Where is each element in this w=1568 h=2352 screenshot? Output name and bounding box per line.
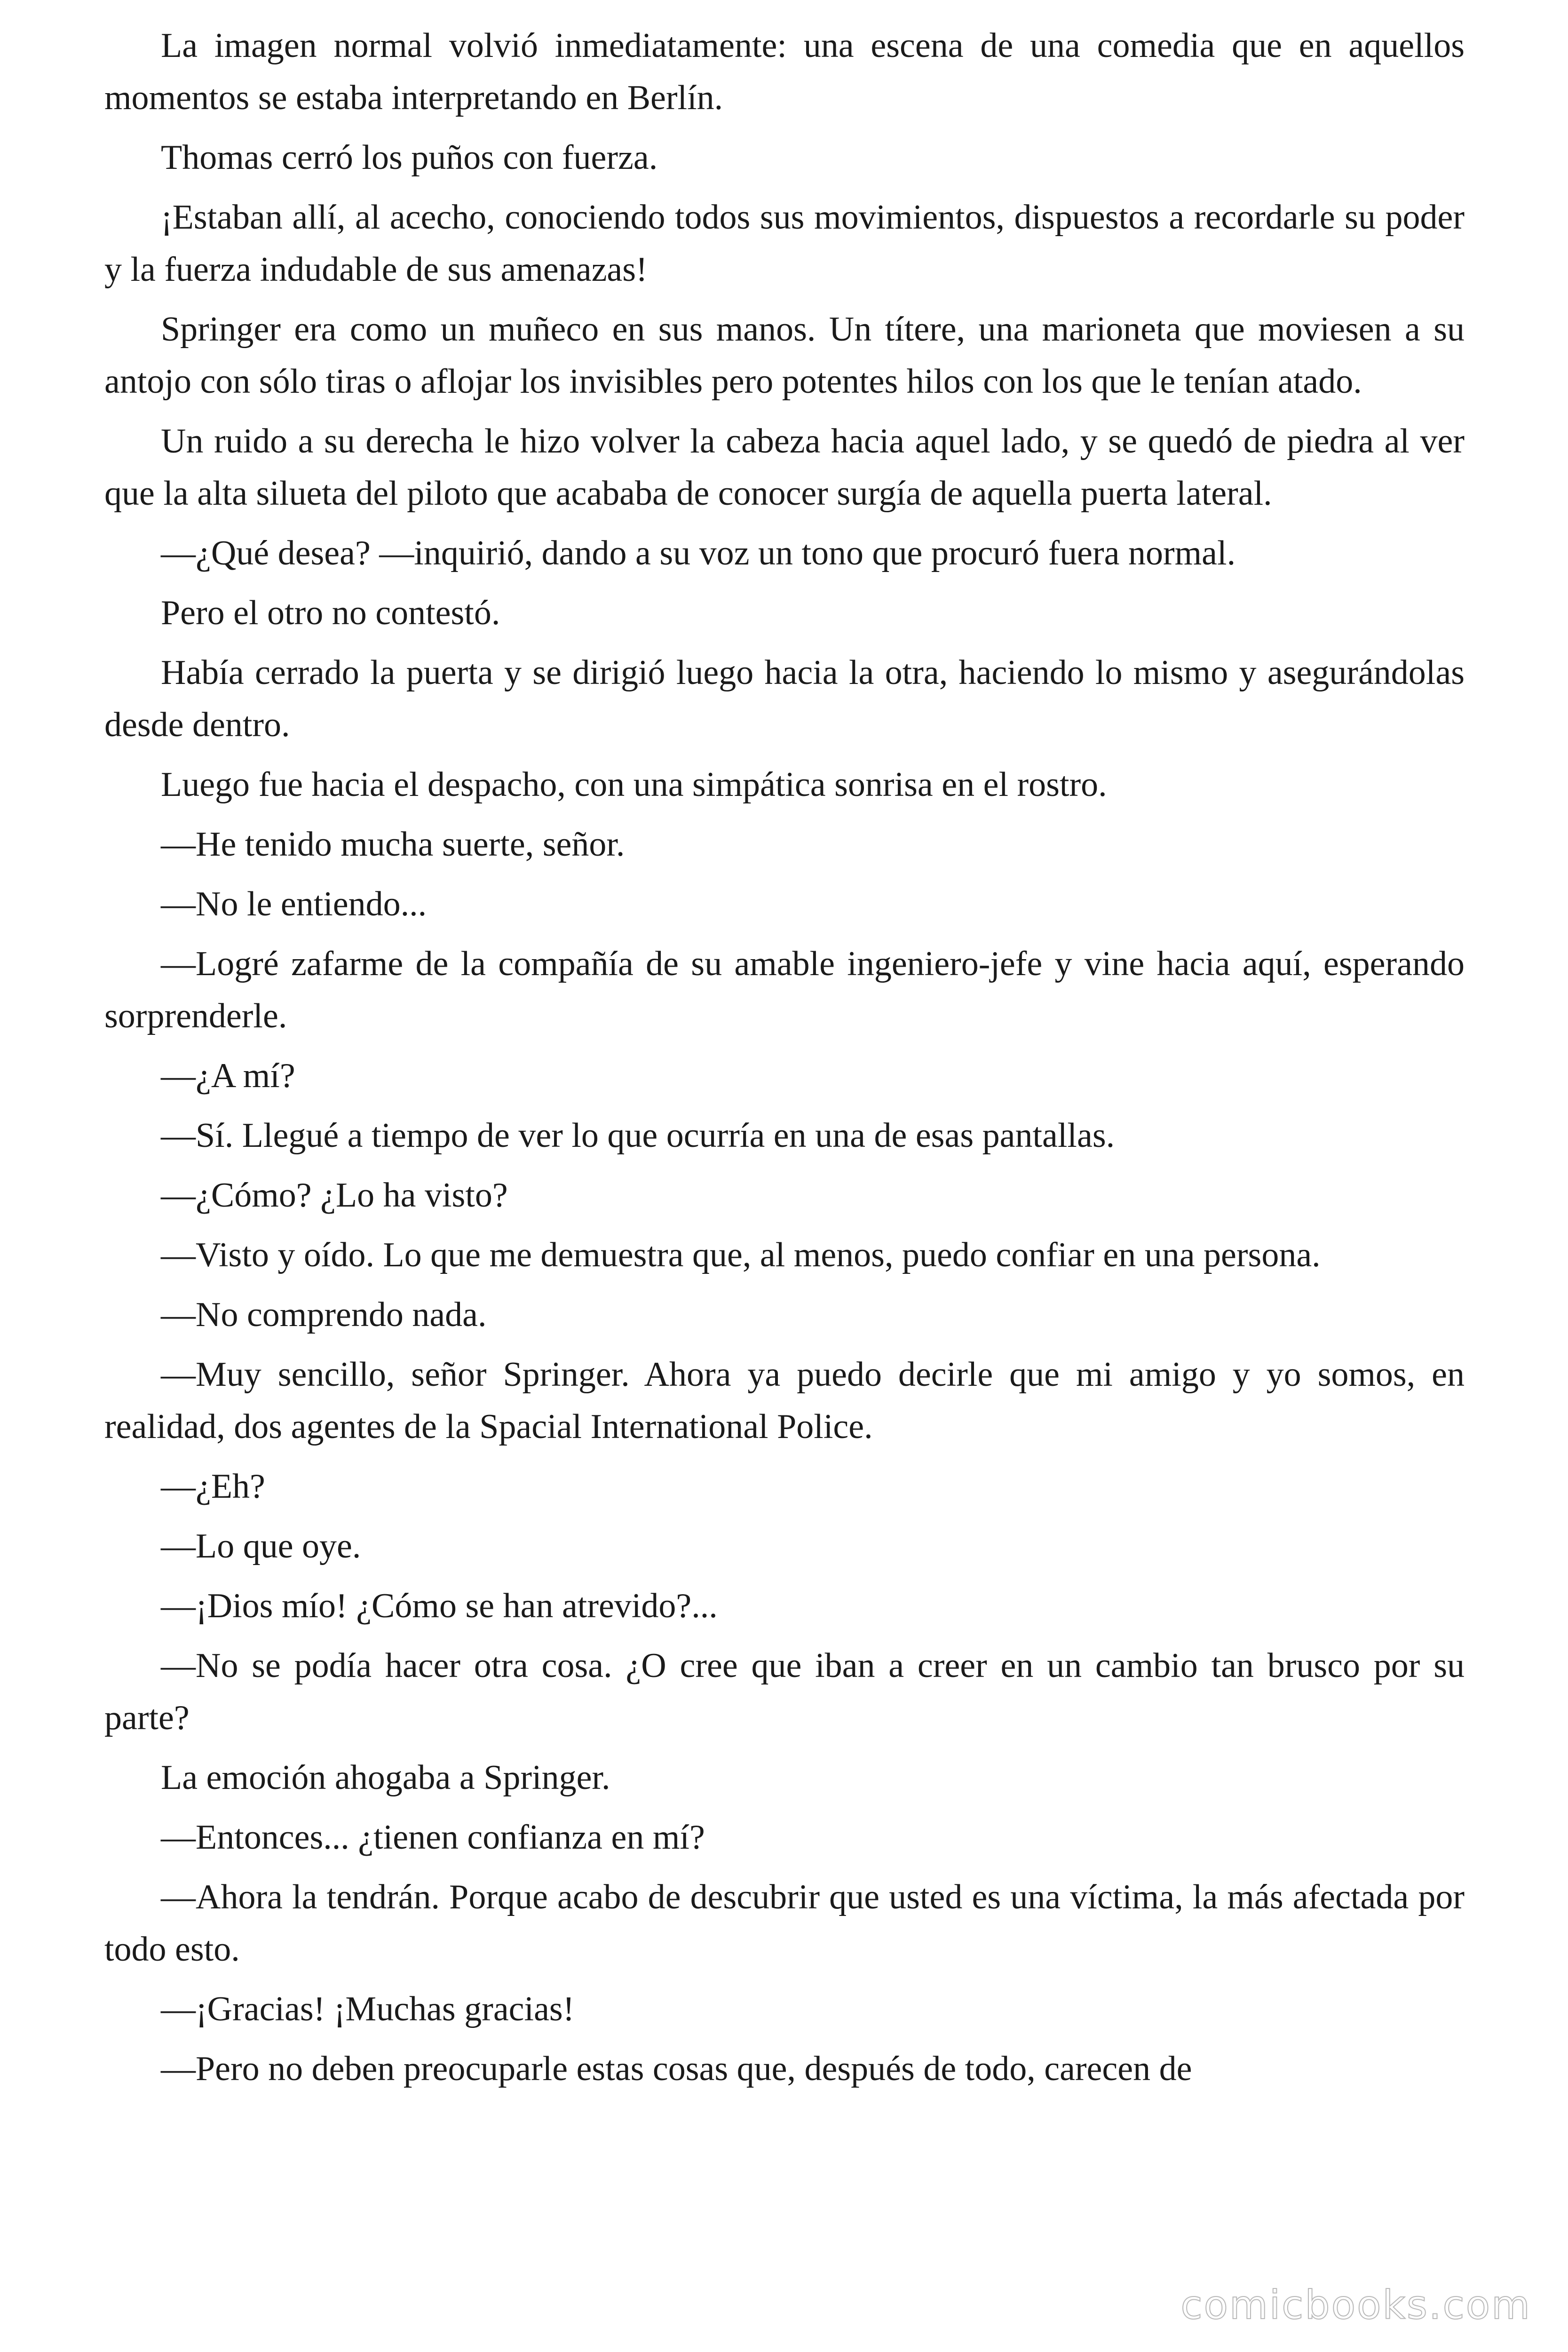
paragraph: —¿Cómo? ¿Lo ha visto? (161, 1176, 508, 1215)
paragraph: —¿Qué desea? —inquirió, dando a su voz un tono que procuró fuera normal. (161, 534, 1236, 572)
paragraph: Thomas cerró los puños con fuerza. (161, 138, 658, 177)
paragraph: —¿A mí? (161, 1057, 295, 1095)
paragraph: —¡Gracias! ¡Muchas gracias! (161, 1990, 575, 2028)
paragraph: —No comprendo nada. (161, 1295, 487, 1334)
paragraph: —Entonces... ¿tienen confianza en mí? (161, 1818, 705, 1857)
watermark: comicbooks.com (1180, 2282, 1531, 2328)
paragraph: —Logré zafarme de la compañía de su amable ingeniero-jefe y vine hacia aquí, esperando sorprenderle. (104, 945, 1465, 1035)
paragraph: —No se podía hacer otra cosa. ¿O cree que iban a creer en un cambio tan brusco por su parte? (104, 1646, 1465, 1737)
paragraph: —Pero no deben preocuparle estas cosas que, después de todo, carecen de (161, 2050, 1192, 2088)
paragraph: La imagen normal volvió inmediatamente: una escena de una comedia que en aquellos momentos se estaba interpretando en Berlín. (104, 26, 1465, 117)
paragraph: Springer era como un muñeco en sus manos. Un títere, una marioneta que moviesen a su antojo con sólo tiras o aflojar los invisibles pero potentes hilos con los que le tenían atado. (104, 310, 1465, 401)
paragraph: —Visto y oído. Lo que me demuestra que, al menos, puedo confiar en una persona. (161, 1236, 1321, 1274)
document-page (104, 20, 1465, 2103)
paragraph: La emoción ahogaba a Springer. (161, 1758, 610, 1797)
paragraph: Luego fue hacia el despacho, con una simpática sonrisa en el rostro. (161, 765, 1107, 804)
paragraph: —No le entiendo... (161, 885, 427, 923)
paragraph: —He tenido mucha suerte, señor. (161, 825, 625, 864)
paragraph: —Lo que oye. (161, 1527, 361, 1565)
paragraph: Había cerrado la puerta y se dirigió luego hacia la otra, haciendo lo mismo y asegurándolas desde dentro. (104, 653, 1465, 744)
paragraph: —¡Dios mío! ¿Cómo se han atrevido?... (161, 1587, 718, 1625)
paragraph: ¡Estaban allí, al acecho, conociendo todos sus movimientos, dispuestos a recordarle su poder y la fuerza indudable de sus amenazas! (104, 198, 1465, 289)
paragraph: Pero el otro no contestó. (161, 594, 500, 632)
paragraph: Un ruido a su derecha le hizo volver la cabeza hacia aquel lado, y se quedó de piedra al ver que la alta silueta del piloto que acababa de conocer surgía de aquella puerta lateral. (104, 422, 1465, 513)
paragraph: —Sí. Llegué a tiempo de ver lo que ocurría en una de esas pantallas. (161, 1116, 1115, 1155)
paragraph: —Muy sencillo, señor Springer. Ahora ya puedo decirle que mi amigo y yo somos, en realidad, dos agentes de la Spacial International Police. (104, 1355, 1465, 1446)
paragraph: —Ahora la tendrán. Porque acabo de descubrir que usted es una víctima, la más afectada por todo esto. (104, 1878, 1465, 1969)
paragraph: —¿Eh? (161, 1467, 265, 1506)
